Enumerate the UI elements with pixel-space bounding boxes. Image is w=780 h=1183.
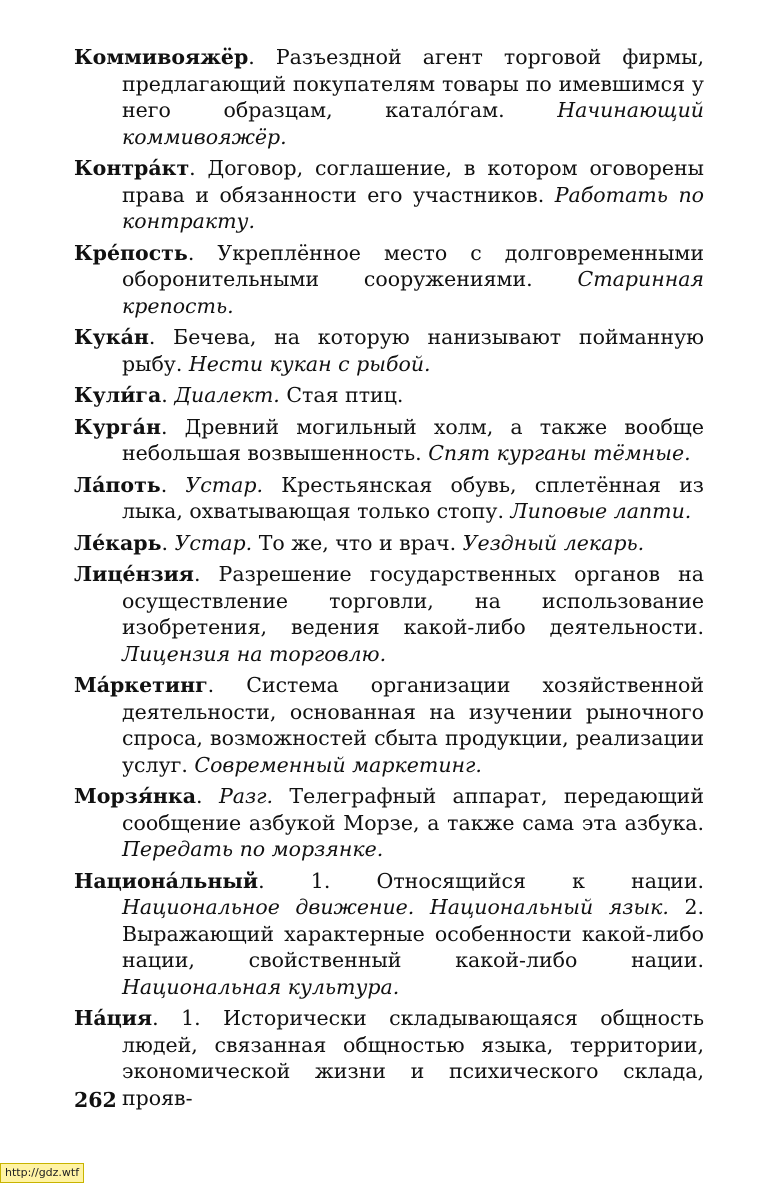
dictionary-entry <box>74 155 704 235</box>
entry-definition-text: Стая птиц. <box>279 383 404 407</box>
entry-headword: Национа́льный <box>74 868 259 893</box>
entry-definition-text: Крестьянская обувь, сплетённая из лыка, охватывающая только стопу. <box>122 472 704 523</box>
entry-headword: Морзя́нка <box>74 784 197 808</box>
entry-definition-text: . Разрешение государственных органов на осуществление торговли, на использование изобретения, ведения какой-либо деятельности. <box>122 562 704 639</box>
entry-italic-text: Лицензия на торговлю. <box>122 641 387 666</box>
dictionary-entry <box>74 414 704 467</box>
entry-headword: Кре́пость <box>74 240 188 265</box>
entry-headword: На́ция <box>74 1006 153 1030</box>
entry-italic-text: Передать по морзянке. <box>122 837 384 861</box>
entry-headword: Коммивояжёр <box>74 45 249 69</box>
entry-italic-text: Работать по контракту. <box>122 182 704 233</box>
entry-definition-text: . Древний могильный холм, а также вообще небольшая возвышенность. <box>122 414 704 465</box>
dictionary-entry <box>74 868 704 1001</box>
page-number: 262 <box>74 1088 117 1112</box>
dictionary-page <box>74 44 704 1116</box>
entry-headword: Кука́н <box>74 325 149 349</box>
watermark[interactable]: http://gdz.wtf <box>0 1163 84 1183</box>
entry-definition-text: . <box>196 784 219 808</box>
entry-italic-text: Национальная культура. <box>122 974 400 999</box>
entry-italic-text: Спят курганы тёмные. <box>428 441 691 465</box>
entry-italic-text: Нести кукан с рыбой. <box>188 351 431 376</box>
entry-italic-text: Устар. <box>174 530 253 555</box>
entry-italic-text: Диалект. <box>174 383 280 407</box>
dictionary-entry <box>74 324 704 377</box>
entry-headword: Курга́н <box>74 414 161 439</box>
entry-definition-text: Телеграфный аппарат, передающий сообщение азбукой Морзе, а также сама эта азбука. <box>122 784 704 835</box>
entry-definition-text: . Договор, соглашение, в котором оговорены права и обязанности его участников. <box>122 156 704 207</box>
entry-headword: Ле́карь <box>74 530 162 555</box>
entry-italic-text: Современный маркетинг. <box>194 752 482 777</box>
entry-italic-text: Уездный лекарь. <box>462 530 645 555</box>
entry-headword: Ла́поть <box>74 472 161 497</box>
entry-definition-text: . Разъездной агент торговой фирмы, предлагающий покупателям товары по имевшимся у него образцам, катало́гам. <box>122 45 704 122</box>
dictionary-entry <box>74 240 704 320</box>
entry-definition-text: . Укреплённое место с долговременными оборонительными сооружениями. <box>122 240 704 291</box>
entry-italic-text: Устар. <box>185 472 264 497</box>
entry-definition-text: . 1. Относящийся к нации. <box>258 868 704 893</box>
entry-italic-text: Начинающий коммивояжёр. <box>122 98 704 149</box>
entry-headword: Лице́нзия <box>74 562 194 586</box>
entry-italic-text: Липовые лапти. <box>510 499 692 523</box>
entry-definition-text: То же, что и врач. <box>252 530 463 555</box>
dictionary-entry <box>74 472 704 525</box>
entry-definition-text: 2. Выражающий характерные особенности какой-либо нации, свойственный какой-либо нации. <box>122 895 705 972</box>
entry-headword: Ма́ркетинг <box>74 673 208 697</box>
entry-italic-text: Национальное движение. Национальный язык. <box>122 895 669 919</box>
entry-definition-text: . <box>160 472 186 497</box>
dictionary-entry <box>74 672 704 778</box>
dictionary-entry <box>74 530 704 557</box>
dictionary-entry <box>74 561 704 667</box>
entry-definition-text: . 1. Исторически складывающаяся общность людей, связанная общностью языка, территории, экономической жизни и психического склада, прояв- <box>122 1006 704 1110</box>
dictionary-entry <box>74 1005 704 1111</box>
entry-italic-text: Разг. <box>218 784 274 808</box>
entry-definition-text: . <box>161 383 175 407</box>
entry-headword: Контра́кт <box>74 156 190 180</box>
dictionary-entry <box>74 783 704 863</box>
dictionary-entry <box>74 44 704 150</box>
entry-definition-text: . Бечева, на которую нанизывают пойманную рыбу. <box>122 325 704 376</box>
entry-definition-text: . <box>161 530 175 555</box>
dictionary-entry <box>74 382 704 409</box>
entry-headword: Кули́га <box>74 383 162 407</box>
entry-italic-text: Старинная крепость. <box>122 267 704 318</box>
entry-definition-text: . Система организации хозяйственной деятельности, основанная на изучении рыночного спроса, возможностей сбыта продукции, реализации услуг. <box>122 673 704 777</box>
